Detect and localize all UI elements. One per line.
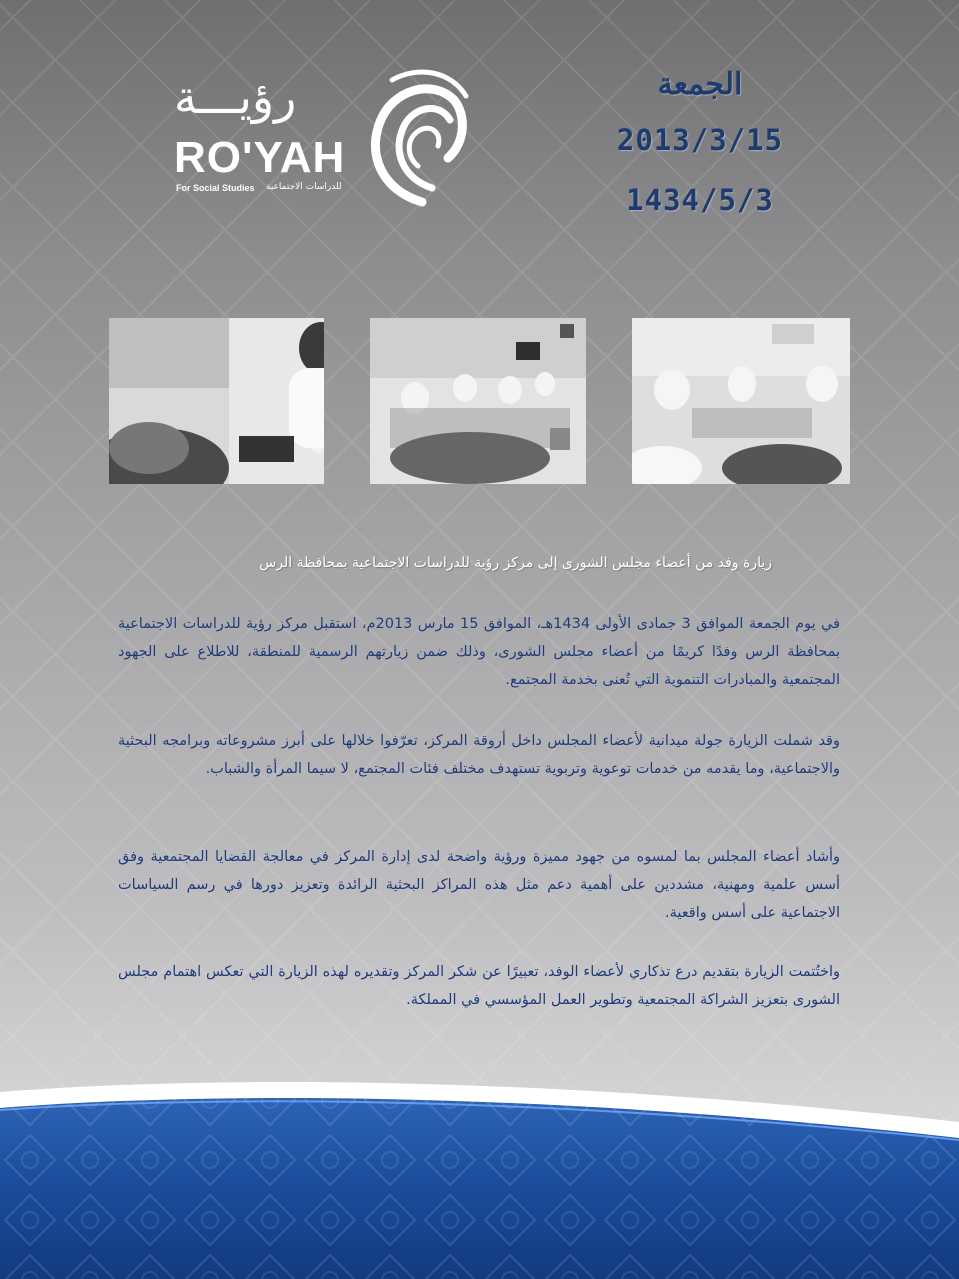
date-day: الجمعة [657, 67, 743, 102]
date-hijri: 1434/5/3 [626, 183, 774, 217]
photo-3 [632, 318, 850, 484]
royah-logo [170, 58, 470, 210]
logo-subtitle-ar: للدراسات الاجتماعية [266, 182, 342, 192]
date-block [590, 60, 810, 230]
date-gregorian: 2013/3/15 [616, 123, 784, 157]
bottom-wave-decoration [0, 1070, 959, 1279]
article-paragraph-1: في يوم الجمعة الموافق 3 جمادى الأولى 1434هـ، الموافق 15 مارس 2013م، استقبل مركز رؤية للدراسات الاجتماعية بمحافظة الرس وفدًا كريمًا من أعضاء مجلس الشورى، وذلك ضمن زيارتهم الرسمية للمنطقة، للاطلاع على الجهود المجتمعية والمبادرات التنموية التي تُعنى بخدمة المجتمع. [118, 616, 841, 688]
logo-latin-text: RO'YAH [174, 133, 346, 182]
article-paragraph-2: وقد شملت الزيارة جولة ميدانية لأعضاء المجلس داخل أروقة المركز، تعرّفوا خلالها على أبرز مشروعاته وبرامجه البحثية والاجتماعية، وما يقدمه من خدمات توعوية وتربوية تستهدف مختلف فئات المجتمع، لا سيما المرأة والشباب. [118, 733, 840, 777]
logo-swirl-icon [362, 60, 470, 208]
photo-1 [109, 318, 324, 484]
photo-3-image [632, 318, 850, 484]
photo-2-image [370, 318, 586, 484]
logo-arabic-text: رؤيـــة [174, 70, 297, 124]
article-headline: زيارة وفد من أعضاء مجلس الشورى إلى مركز رؤية للدراسات الاجتماعية بمحافظة الرس [259, 555, 772, 571]
photo-1-image [109, 318, 324, 484]
logo-subtitle-en: For Social Studies [176, 183, 255, 193]
article-paragraph-4: واختُتمت الزيارة بتقديم درع تذكاري لأعضاء الوفد، تعبيرًا عن شكر المركز وتقديره لهذه الزيارة التي تعكس اهتمام مجلس الشورى بتعزيز الشراكة المجتمعية وتطوير العمل المؤسسي في المملكة. [118, 964, 840, 1008]
photo-2 [370, 318, 586, 484]
article-paragraph-3: وأشاد أعضاء المجلس بما لمسوه من جهود مميزة ورؤية واضحة لدى إدارة المركز في معالجة القضايا المجتمعية وفق أسس علمية ومهنية، مشددين على أهمية دعم مثل هذه المراكز البحثية الرائدة وتعزيز دورها في رسم السياسات الاجتماعية على أسس واقعية. [118, 849, 840, 921]
